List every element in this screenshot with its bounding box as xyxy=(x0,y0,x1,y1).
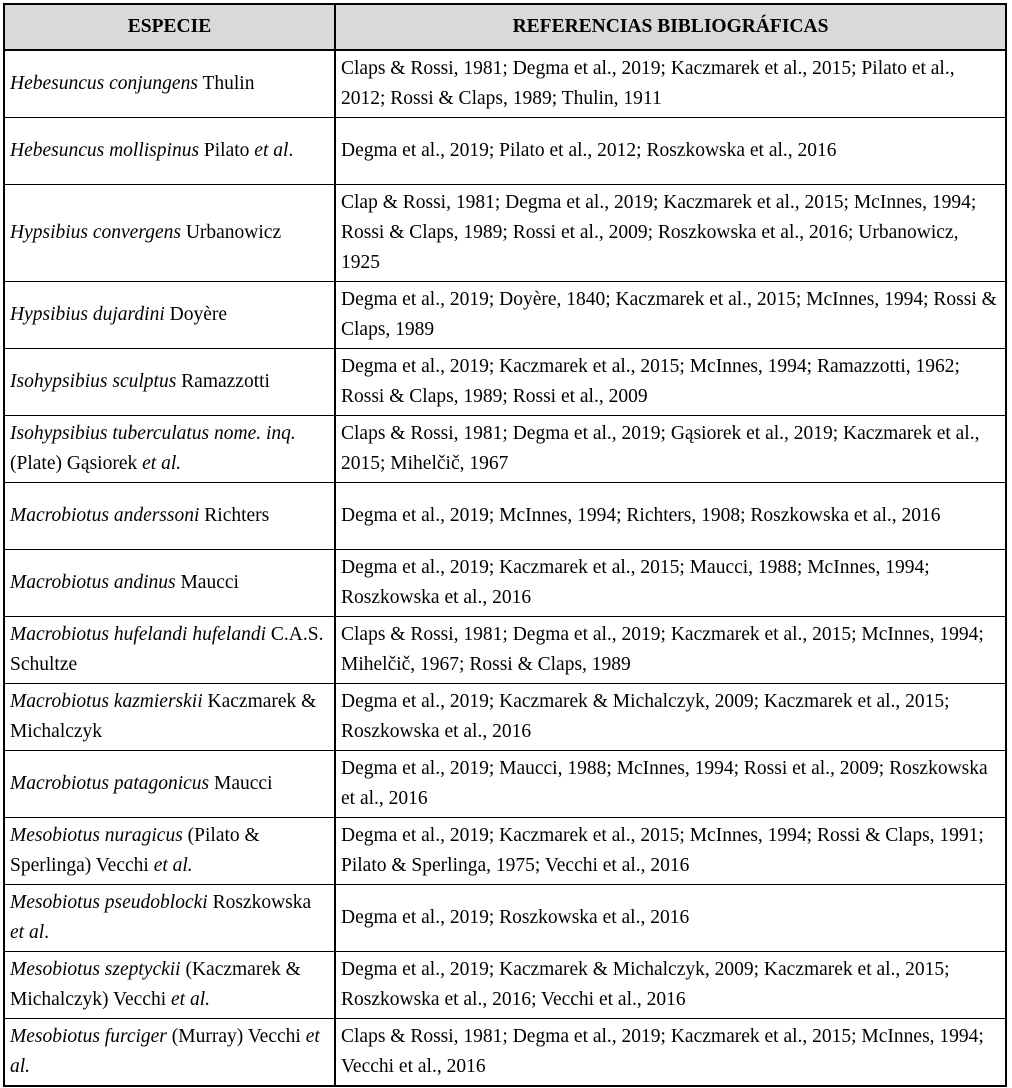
references-cell: Degma et al., 2019; Kaczmarek & Michalczyk, 2009; Kaczmarek et al., 2015; Roszkowska et al., 2016; Vecchi et al., 2016 xyxy=(335,952,1006,1019)
species-name-italic: Isohypsibius tuberculatus nome. inq. xyxy=(10,423,296,444)
header-species: ESPECIE xyxy=(4,4,335,50)
references-cell: Claps & Rossi, 1981; Degma et al., 2019; Kaczmarek et al., 2015; McInnes, 1994; Vecchi et al., 2016 xyxy=(335,1019,1006,1087)
species-name-italic: Hypsibius convergens xyxy=(10,222,181,243)
species-name-italic: Mesobiotus pseudoblocki xyxy=(10,892,208,913)
species-authority: (Plate) Gąsiorek xyxy=(10,453,143,474)
species-cell xyxy=(4,349,335,416)
species-cell xyxy=(4,684,335,751)
species-authority: Roszkowska xyxy=(207,892,312,913)
species-authority: Urbanowicz xyxy=(180,222,282,243)
species-cell xyxy=(4,483,335,550)
species-authority: Maucci xyxy=(175,572,239,593)
references-cell: Degma et al., 2019; Maucci, 1988; McInnes, 1994; Rossi et al., 2009; Roszkowska et al., 2016 xyxy=(335,751,1006,818)
species-cell xyxy=(4,818,335,885)
header-references: REFERENCIAS BIBLIOGRÁFICAS xyxy=(335,4,1006,50)
species-name-italic: Macrobiotus anderssoni xyxy=(10,505,200,526)
species-cell xyxy=(4,952,335,1019)
species-name-italic: et al. xyxy=(10,1026,320,1077)
table-row xyxy=(4,952,1006,1019)
references-cell: Degma et al., 2019; Kaczmarek et al., 2015; Maucci, 1988; McInnes, 1994; Roszkowska et al., 2016 xyxy=(335,550,1006,617)
species-cell xyxy=(4,617,335,684)
species-authority: C.A.S. Schultze xyxy=(10,624,324,675)
species-cell xyxy=(4,282,335,349)
species-cell xyxy=(4,1019,335,1087)
species-name-italic: Mesobiotus szeptyckii xyxy=(10,959,181,980)
species-name-italic: Hebesuncus conjungens xyxy=(10,73,198,94)
table-row xyxy=(4,617,1006,684)
species-name-italic: Mesobiotus furciger xyxy=(10,1026,167,1047)
species-authority: Kaczmarek & Michalczyk xyxy=(10,691,317,742)
species-authority: (Kaczmarek & Michalczyk) Vecchi xyxy=(10,959,301,1010)
species-authority: Maucci xyxy=(209,773,273,794)
species-authority: Thulin xyxy=(197,73,255,94)
species-cell xyxy=(4,550,335,617)
references-cell: Degma et al., 2019; McInnes, 1994; Richters, 1908; Roszkowska et al., 2016 xyxy=(335,483,1006,550)
species-authority: Pilato xyxy=(199,140,255,161)
species-authority: Doyère xyxy=(164,304,228,325)
table-row xyxy=(4,885,1006,952)
species-name-italic: Isohypsibius sculptus xyxy=(10,371,177,392)
species-name-italic: Hebesuncus mollispinus xyxy=(10,140,200,161)
species-name-italic: Macrobiotus andinus xyxy=(10,572,176,593)
table-row xyxy=(4,416,1006,483)
table-row xyxy=(4,483,1006,550)
references-cell: Claps & Rossi, 1981; Degma et al., 2019; Kaczmarek et al., 2015; Pilato et al., 2012; Rossi & Claps, 1989; Thulin, 1911 xyxy=(335,50,1006,118)
species-authority: . xyxy=(44,922,49,943)
species-cell xyxy=(4,751,335,818)
species-cell xyxy=(4,50,335,118)
references-cell: Clap & Rossi, 1981; Degma et al., 2019; Kaczmarek et al., 2015; McInnes, 1994; Rossi & Claps, 1989; Rossi et al., 2009; Roszkowska et al., 2016; Urbanowicz, 1925 xyxy=(335,185,1006,282)
species-authority: Ramazzotti xyxy=(176,371,270,392)
references-cell: Degma et al., 2019; Doyère, 1840; Kaczmarek et al., 2015; McInnes, 1994; Rossi & Claps, 1989 xyxy=(335,282,1006,349)
species-name-italic: et al. xyxy=(142,453,182,474)
species-name-italic: et al xyxy=(254,140,289,161)
references-cell: Degma et al., 2019; Roszkowska et al., 2016 xyxy=(335,885,1006,952)
species-authority: (Pilato & Sperlinga) Vecchi xyxy=(10,825,260,876)
species-name-italic: Macrobiotus hufelandi hufelandi xyxy=(10,624,267,645)
species-authority: Richters xyxy=(199,505,270,526)
table-row xyxy=(4,185,1006,282)
references-cell: Degma et al., 2019; Kaczmarek & Michalczyk, 2009; Kaczmarek et al., 2015; Roszkowska et al., 2016 xyxy=(335,684,1006,751)
species-cell xyxy=(4,416,335,483)
table-row xyxy=(4,118,1006,185)
species-authority: . xyxy=(288,140,294,161)
table-row xyxy=(4,349,1006,416)
species-name-italic: Hypsibius dujardini xyxy=(10,304,165,325)
table-row xyxy=(4,550,1006,617)
table-row xyxy=(4,282,1006,349)
references-cell: Claps & Rossi, 1981; Degma et al., 2019; Gąsiorek et al., 2019; Kaczmarek et al., 2015; Mihelčič, 1967 xyxy=(335,416,1006,483)
species-authority: (Murray) Vecchi xyxy=(166,1026,306,1047)
species-references-table xyxy=(3,3,1007,1087)
references-cell: Degma et al., 2019; Kaczmarek et al., 2015; McInnes, 1994; Rossi & Claps, 1991; Pilato & Sperlinga, 1975; Vecchi et al., 2016 xyxy=(335,818,1006,885)
species-name-italic: et al xyxy=(10,922,45,943)
species-name-italic: et al. xyxy=(171,989,210,1010)
references-cell: Degma et al., 2019; Kaczmarek et al., 2015; McInnes, 1994; Ramazzotti, 1962; Rossi & Claps, 1989; Rossi et al., 2009 xyxy=(335,349,1006,416)
table-body xyxy=(4,50,1006,1086)
species-cell xyxy=(4,185,335,282)
table-row xyxy=(4,751,1006,818)
table-row xyxy=(4,818,1006,885)
references-cell: Degma et al., 2019; Pilato et al., 2012; Roszkowska et al., 2016 xyxy=(335,118,1006,185)
header-row xyxy=(4,4,1006,50)
species-cell xyxy=(4,118,335,185)
species-name-italic: Macrobiotus patagonicus xyxy=(10,773,210,794)
species-name-italic: Macrobiotus kazmierskii xyxy=(10,691,203,712)
references-cell: Claps & Rossi, 1981; Degma et al., 2019; Kaczmarek et al., 2015; McInnes, 1994; Mihelčič, 1967; Rossi & Claps, 1989 xyxy=(335,617,1006,684)
species-name-italic: Mesobiotus nuragicus xyxy=(10,825,183,846)
table-row xyxy=(4,1019,1006,1087)
table-row xyxy=(4,50,1006,118)
species-cell xyxy=(4,885,335,952)
table-row xyxy=(4,684,1006,751)
species-name-italic: et al. xyxy=(153,855,193,876)
